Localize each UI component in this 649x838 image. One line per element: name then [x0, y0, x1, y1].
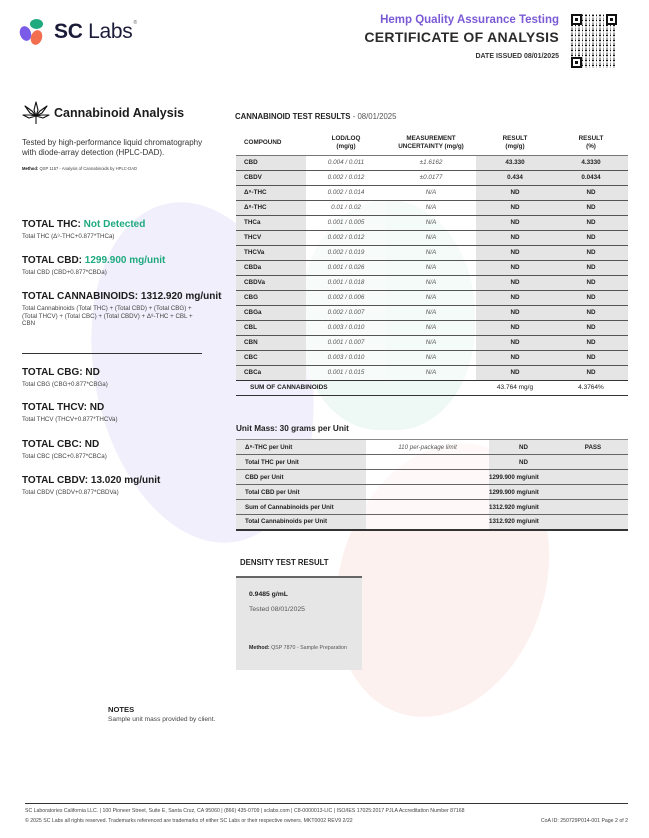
uncertainty-cell: N/A — [386, 365, 476, 380]
footer — [25, 808, 628, 828]
unit-row — [236, 440, 628, 455]
unit-row-label: Sum of Cannabinoids per Unit — [236, 500, 366, 515]
table-row — [236, 320, 628, 335]
compound-cell: THCV — [236, 230, 306, 245]
sum-result-mg: 43.764 mg/g — [476, 380, 554, 395]
cannabis-leaf-icon — [22, 100, 50, 126]
compound-cell: CBGa — [236, 305, 306, 320]
unit-row-value: 1312.920 mg/unit — [489, 500, 558, 515]
table-row — [236, 365, 628, 380]
total-cbd: TOTAL CBD: 1299.900 mg/unit Total CBD (CBD+0.877*CBDa) — [22, 255, 166, 276]
table-row — [236, 230, 628, 245]
table-row — [236, 200, 628, 215]
total-thc: TOTAL THC: Not Detected Total THC (Δ⁹-THC+0.877*THCa) — [22, 219, 146, 240]
sum-result-pct: 4.3764% — [554, 380, 628, 395]
result-mg-cell: ND — [476, 290, 554, 305]
compound-cell: CBDa — [236, 260, 306, 275]
header-subtitle: Hemp Quality Assurance Testing — [380, 14, 559, 26]
brand-name: SC Labs® — [54, 20, 137, 43]
result-pct-cell: 4.3330 — [554, 155, 628, 170]
unit-row-status — [558, 485, 628, 500]
result-pct-cell: ND — [554, 275, 628, 290]
lodloq-cell: 0.002 / 0.007 — [306, 305, 386, 320]
compound-cell: Δ⁹-THC — [236, 185, 306, 200]
cannabinoid-analysis-panel — [22, 100, 232, 171]
unit-row-label: Δ⁹-THC per Unit — [236, 440, 366, 455]
notes-title: NOTES — [108, 705, 135, 714]
unit-row — [236, 500, 628, 515]
lodloq-cell: 0.003 / 0.010 — [306, 350, 386, 365]
analysis-description: Tested by high-performance liquid chromatography with diode-array detection (HPLC-DAD). — [22, 138, 203, 157]
compound-cell: CBG — [236, 290, 306, 305]
result-mg-cell: ND — [476, 305, 554, 320]
qr-code-icon[interactable] — [571, 14, 617, 68]
date-issued: DATE ISSUED 08/01/2025 — [475, 53, 559, 60]
unit-row-value: 1299.900 mg/unit — [489, 470, 558, 485]
analysis-method: Method: QSP 1157 - Analysis of Cannabinoids by HPLC-DAD — [22, 166, 138, 171]
result-pct-cell: ND — [554, 335, 628, 350]
uncertainty-cell: N/A — [386, 290, 476, 305]
notes-text: Sample unit mass provided by client. — [108, 716, 216, 723]
compound-cell: THCa — [236, 215, 306, 230]
unit-row-status — [558, 515, 628, 530]
footer-divider — [25, 803, 628, 804]
compound-cell: CBD — [236, 155, 306, 170]
unit-results-table — [236, 439, 628, 531]
unit-row-label: Total THC per Unit — [236, 455, 366, 470]
result-mg-cell: ND — [476, 350, 554, 365]
unit-row-status — [558, 470, 628, 485]
density-value: 0.9485 g/mL — [249, 591, 288, 598]
table-row — [236, 290, 628, 305]
lodloq-cell: 0.001 / 0.026 — [306, 260, 386, 275]
lodloq-cell: 0.001 / 0.015 — [306, 365, 386, 380]
result-mg-cell: ND — [476, 185, 554, 200]
footer-coa-id: CoA ID: 250729P014-001 Page 2 of 2 — [540, 818, 628, 824]
unit-row-status — [558, 500, 628, 515]
result-mg-cell: ND — [476, 245, 554, 260]
unit-row — [236, 515, 628, 530]
column-header-lodloq: LOD/LOQ (mg/g) — [331, 135, 361, 151]
compound-cell: Δ⁸-THC — [236, 200, 306, 215]
result-pct-cell: ND — [554, 230, 628, 245]
result-mg-cell: ND — [476, 230, 554, 245]
total-cbg: TOTAL CBG: ND Total CBG (CBG+0.877*CBGa) — [22, 367, 108, 388]
unit-mass-title: Unit Mass: 30 grams per Unit — [236, 424, 349, 433]
total-thcv: TOTAL THCV: ND Total THCV (THCV+0.877*THCVa) — [22, 402, 118, 423]
unit-row-status — [558, 455, 628, 470]
compound-cell: THCVa — [236, 245, 306, 260]
result-pct-cell: ND — [554, 185, 628, 200]
result-mg-cell: ND — [476, 335, 554, 350]
lodloq-cell: 0.001 / 0.018 — [306, 275, 386, 290]
result-mg-cell: ND — [476, 320, 554, 335]
lodloq-cell: 0.001 / 0.005 — [306, 215, 386, 230]
result-pct-cell: ND — [554, 290, 628, 305]
result-mg-cell: 43.330 — [476, 155, 554, 170]
total-cbc: TOTAL CBC: ND Total CBC (CBC+0.877*CBCa) — [22, 439, 107, 460]
compound-cell: CBDV — [236, 170, 306, 185]
total-cannabinoids: TOTAL CANNABINOIDS: 1312.920 mg/unit Total Cannabinoids (Total THC) + (Total CBD) + (Total CBG) + (Total THCV) + (Total CBC) + (Total CBDV) + Δ⁸-THC + CBL + CBN — [22, 291, 222, 327]
unit-row-limit — [366, 470, 489, 485]
table-row — [236, 215, 628, 230]
document-title: CERTIFICATE OF ANALYSIS — [364, 29, 559, 45]
lodloq-cell: 0.001 / 0.007 — [306, 335, 386, 350]
document-header — [364, 14, 559, 60]
footer-company-info: SC Laboratories California LLC. | 100 Pioneer Street, Suite E, Santa Cruz, CA 95060 | (866) 435-0709 | sclabs.com | C8-0000013-LIC | ISO/IES 17025:2017 PJLA Accreditation Number 87168 — [25, 808, 465, 814]
table-row — [236, 170, 628, 185]
unit-row-value: 1312.920 mg/unit — [489, 515, 558, 530]
sc-labs-logo — [20, 18, 137, 46]
notes-section — [108, 705, 215, 723]
density-tested-date: Tested 08/01/2025 — [249, 606, 305, 613]
uncertainty-cell: ±0.0177 — [386, 170, 476, 185]
density-result-box — [236, 576, 362, 670]
compound-cell: CBC — [236, 350, 306, 365]
result-pct-cell: ND — [554, 365, 628, 380]
table-row — [236, 155, 628, 170]
compound-cell: CBL — [236, 320, 306, 335]
unit-row-limit — [366, 515, 489, 530]
sum-label: SUM OF CANNABINOIDS — [236, 380, 476, 395]
lodloq-cell: 0.01 / 0.02 — [306, 200, 386, 215]
result-mg-cell: ND — [476, 275, 554, 290]
result-pct-cell: ND — [554, 305, 628, 320]
uncertainty-cell: N/A — [386, 215, 476, 230]
column-header-compound: COMPOUND — [244, 139, 282, 147]
compound-cell: CBN — [236, 335, 306, 350]
uncertainty-cell: N/A — [386, 335, 476, 350]
unit-row — [236, 455, 628, 470]
column-header-result-pct: RESULT (%) — [578, 135, 604, 151]
result-pct-cell: ND — [554, 320, 628, 335]
unit-row-limit — [366, 455, 489, 470]
lodloq-cell: 0.002 / 0.014 — [306, 185, 386, 200]
column-header-uncertainty: MEASUREMENT UNCERTAINTY (mg/g) — [398, 135, 464, 151]
table-row — [236, 305, 628, 320]
result-pct-cell: ND — [554, 350, 628, 365]
unit-row-value: ND — [489, 455, 558, 470]
lodloq-cell: 0.002 / 0.006 — [306, 290, 386, 305]
unit-row-limit: 110 per-package limit — [366, 440, 489, 455]
sc-labs-dots-icon — [20, 18, 46, 46]
result-mg-cell: ND — [476, 215, 554, 230]
uncertainty-cell: N/A — [386, 185, 476, 200]
lodloq-cell: 0.003 / 0.010 — [306, 320, 386, 335]
table-row — [236, 185, 628, 200]
lodloq-cell: 0.004 / 0.011 — [306, 155, 386, 170]
lodloq-cell: 0.002 / 0.019 — [306, 245, 386, 260]
results-title: CANNABINOID TEST RESULTS - 08/01/2025 — [235, 112, 397, 121]
uncertainty-cell: N/A — [386, 350, 476, 365]
unit-row-status: PASS — [558, 440, 628, 455]
compound-cell: CBDVa — [236, 275, 306, 290]
unit-row-label: Total CBD per Unit — [236, 485, 366, 500]
density-title: DENSITY TEST RESULT — [240, 558, 329, 567]
table-header-row — [236, 132, 628, 155]
result-pct-cell: ND — [554, 260, 628, 275]
uncertainty-cell: ±1.6162 — [386, 155, 476, 170]
unit-row-limit — [366, 485, 489, 500]
unit-row-label: Total Cannabinoids per Unit — [236, 515, 366, 530]
section-divider — [22, 353, 202, 354]
unit-row-limit — [366, 500, 489, 515]
result-mg-cell: ND — [476, 200, 554, 215]
uncertainty-cell: N/A — [386, 305, 476, 320]
lodloq-cell: 0.002 / 0.012 — [306, 170, 386, 185]
density-method: Method: QSP 7870 - Sample Preparation — [249, 645, 347, 651]
result-pct-cell: ND — [554, 215, 628, 230]
sum-row — [236, 380, 628, 395]
compound-cell: CBCa — [236, 365, 306, 380]
table-row — [236, 245, 628, 260]
lodloq-cell: 0.002 / 0.012 — [306, 230, 386, 245]
result-mg-cell: 0.434 — [476, 170, 554, 185]
total-cbdv: TOTAL CBDV: 13.020 mg/unit Total CBDV (CBDV+0.877*CBDVa) — [22, 475, 161, 496]
table-row — [236, 275, 628, 290]
footer-copyright: © 2025 SC Labs all rights reserved. Trademarks referenced are trademarks of either SC Labs or their respective owners. MKT0002 REV9 2/22 — [25, 818, 353, 824]
unit-row-label: CBD per Unit — [236, 470, 366, 485]
result-mg-cell: ND — [476, 365, 554, 380]
result-mg-cell: ND — [476, 260, 554, 275]
unit-row-value: ND — [489, 440, 558, 455]
table-row — [236, 350, 628, 365]
table-row — [236, 335, 628, 350]
uncertainty-cell: N/A — [386, 275, 476, 290]
column-header-result-mg: RESULT (mg/g) — [502, 135, 528, 151]
table-row — [236, 260, 628, 275]
unit-row — [236, 485, 628, 500]
unit-row — [236, 470, 628, 485]
result-pct-cell: ND — [554, 200, 628, 215]
uncertainty-cell: N/A — [386, 200, 476, 215]
result-pct-cell: ND — [554, 245, 628, 260]
uncertainty-cell: N/A — [386, 245, 476, 260]
uncertainty-cell: N/A — [386, 230, 476, 245]
cannabinoid-results-table — [236, 132, 628, 396]
result-pct-cell: 0.0434 — [554, 170, 628, 185]
unit-row-value: 1299.900 mg/unit — [489, 485, 558, 500]
uncertainty-cell: N/A — [386, 320, 476, 335]
uncertainty-cell: N/A — [386, 260, 476, 275]
analysis-title: Cannabinoid Analysis — [54, 106, 185, 120]
